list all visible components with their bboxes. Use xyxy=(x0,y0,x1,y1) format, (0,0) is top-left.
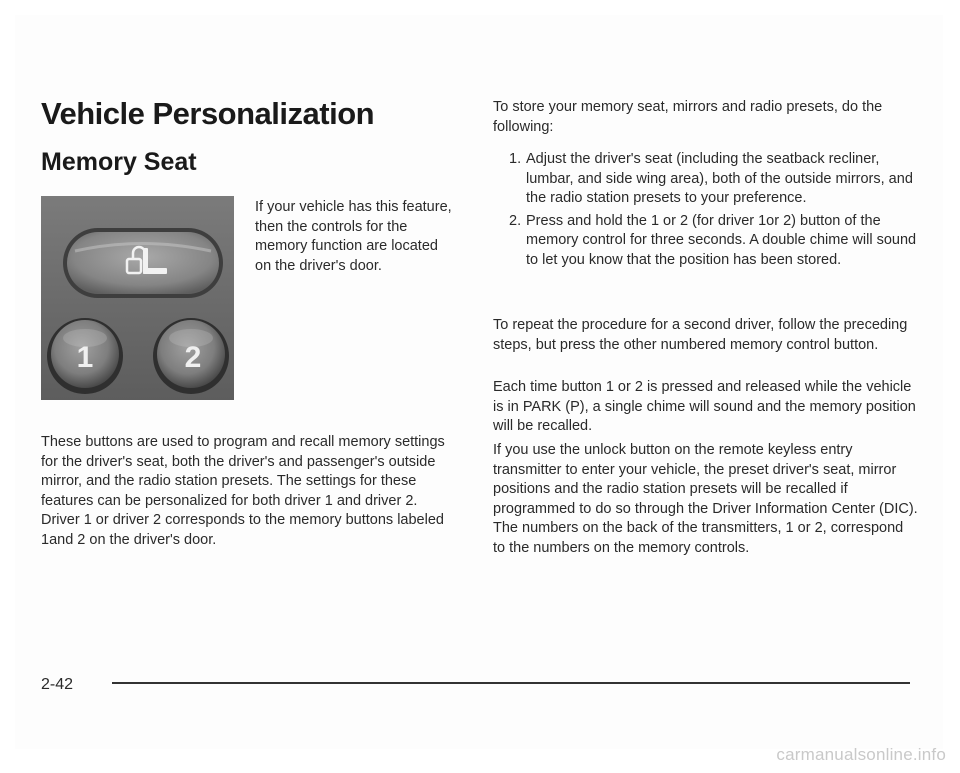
page-number: 2-42 xyxy=(41,676,74,693)
remote-keyless-paragraph: If you use the unlock button on the remote keyless entry transmitter to enter your vehicle, the preset driver's seat, mirror positions and the radio station presets will be recalled if programmed to do so through the Driver Information Center (DIC). The numbers on the back of the transmitters, 1 or 2, correspond to the numbers on the memory controls. xyxy=(493,442,918,556)
list-item xyxy=(493,150,918,209)
memory-buttons-illustration xyxy=(41,196,234,400)
store-steps-list xyxy=(493,150,918,273)
page-title: Vehicle Personalization xyxy=(41,96,375,131)
list-item xyxy=(493,212,918,271)
step-number: 2. xyxy=(509,212,522,229)
section-title: Memory Seat xyxy=(41,148,197,176)
controls-location-text: If your vehicle has this feature, then the controls for the memory function are located on the driver's door. xyxy=(255,199,452,274)
step-text: Adjust the driver's seat (including the seatback recliner, lumbar, and side wing area), both of the outside mirrors, and the radio station presets to your preference. xyxy=(526,151,913,206)
store-instructions-intro: To store your memory seat, mirrors and radio presets, do the following: xyxy=(493,99,883,135)
svg-text:2: 2 xyxy=(184,341,202,374)
footer-divider xyxy=(112,682,910,684)
step-text: Press and hold the 1 or 2 (for driver 1or 2) button of the memory control for three seconds. A double chime will sound to let you know that the position has been stored. xyxy=(526,212,917,268)
watermark: carmanualsonline.info xyxy=(776,745,946,764)
svg-text:1: 1 xyxy=(76,341,94,374)
memory-button-1 xyxy=(47,318,123,394)
step-number: 1. xyxy=(509,151,522,167)
memory-buttons-photo xyxy=(41,196,234,400)
memory-button-2 xyxy=(153,318,229,394)
memory-buttons-description: These buttons are used to program and recall memory settings for the driver's seat, both the driver's and passenger's outside mirror, and the radio station presets. The settings for these features can be personalized for both driver 1 and driver 2. Driver 1 or driver 2 corresponds to the memory buttons labeled 1and 2 on the driver's door. xyxy=(41,434,445,548)
recall-paragraph: Each time button 1 or 2 is pressed and released while the vehicle is in PARK (P), a single chime will sound and the memory position will be recalled. xyxy=(493,379,916,434)
second-driver-paragraph: To repeat the procedure for a second driver, follow the preceding steps, but press the other numbered memory control button. xyxy=(493,317,908,353)
